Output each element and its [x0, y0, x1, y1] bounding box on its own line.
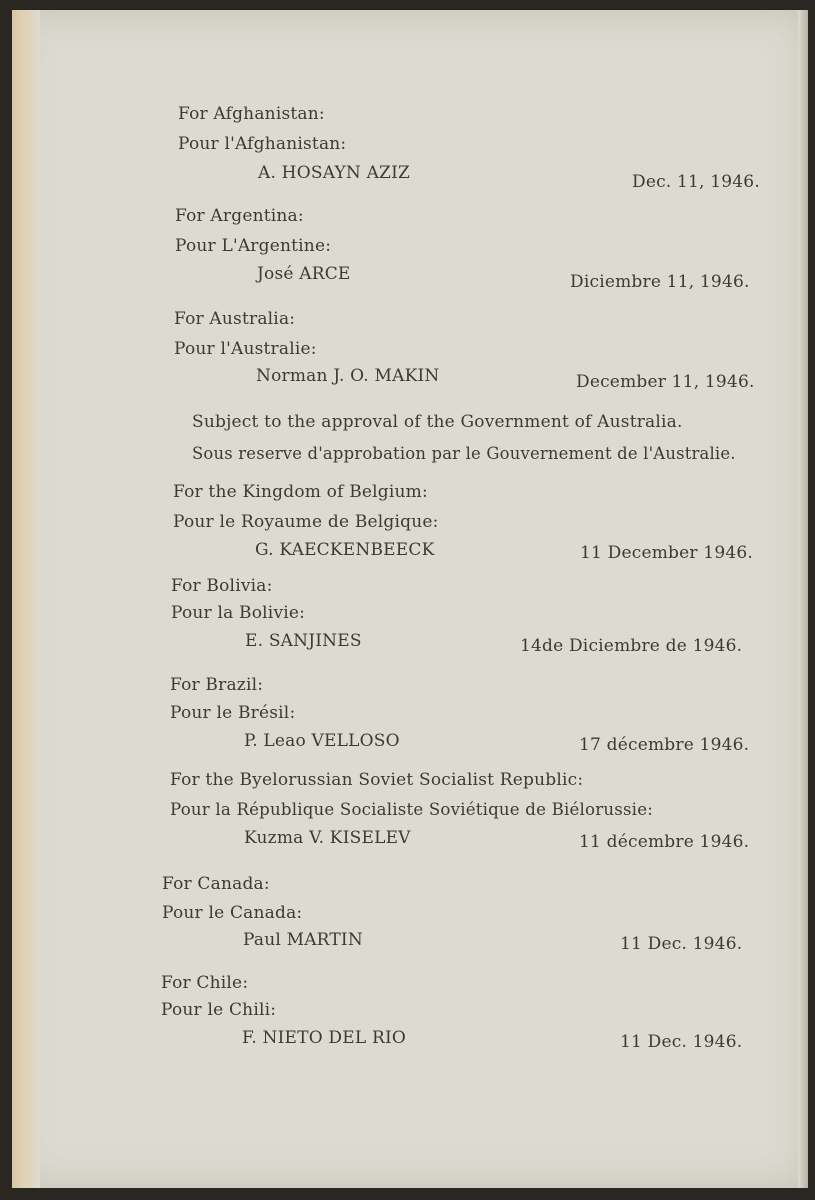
country-fr-bolivia: Pour la Bolivie: [171, 603, 306, 623]
country-fr-argentina: Pour L'Argentine: [175, 236, 332, 256]
document-page [12, 10, 808, 1188]
country-fr-afghanistan: Pour l'Afghanistan: [178, 134, 347, 154]
country-en-afghanistan: For Afghanistan: [178, 104, 325, 124]
signatory-byelorussia: Kuzma V. KISELEV [244, 828, 411, 848]
country-fr-australia: Pour l'Australie: [174, 339, 317, 359]
signatory-belgium: G. KAECKENBEECK [255, 540, 435, 560]
country-en-brazil: For Brazil: [170, 675, 264, 695]
date-australia: December 11, 1946. [576, 372, 755, 392]
signatory-afghanistan: A. HOSAYN AZIZ [258, 163, 410, 183]
date-brazil: 17 décembre 1946. [579, 735, 750, 755]
note-fr-australia: Sous reserve d'approbation par le Gouvernement de l'Australie. [192, 444, 736, 463]
date-belgium: 11 December 1946. [580, 543, 753, 563]
signatory-australia: Norman J. O. MAKIN [256, 366, 440, 386]
country-fr-canada: Pour le Canada: [162, 903, 303, 923]
date-chile: 11 Dec. 1946. [620, 1032, 743, 1052]
signatory-argentina: José ARCE [257, 264, 351, 284]
country-en-argentina: For Argentina: [175, 206, 304, 226]
date-argentina: Diciembre 11, 1946. [570, 272, 750, 292]
country-en-australia: For Australia: [174, 309, 296, 329]
country-fr-belgium: Pour le Royaume de Belgique: [173, 512, 439, 532]
signatory-brazil: P. Leao VELLOSO [244, 731, 400, 751]
country-en-chile: For Chile: [161, 973, 249, 993]
country-en-bolivia: For Bolivia: [171, 576, 273, 596]
note-en-australia: Subject to the approval of the Government of Australia. [192, 412, 683, 432]
country-en-belgium: For the Kingdom of Belgium: [173, 482, 428, 502]
date-afghanistan: Dec. 11, 1946. [632, 172, 760, 192]
country-fr-brazil: Pour le Brésil: [170, 703, 296, 723]
signatory-canada: Paul MARTIN [243, 930, 363, 950]
country-fr-chile: Pour le Chili: [161, 1000, 277, 1020]
date-canada: 11 Dec. 1946. [620, 934, 743, 954]
country-en-canada: For Canada: [162, 874, 270, 894]
signatory-bolivia: E. SANJINES [245, 631, 362, 651]
date-byelorussia: 11 décembre 1946. [579, 832, 750, 852]
country-fr-byelorussia: Pour la République Socialiste Soviétique de Biélorussie: [170, 800, 654, 819]
signatory-chile: F. NIETO DEL RIO [242, 1028, 407, 1048]
country-en-byelorussia: For the Byelorussian Soviet Socialist Republic: [170, 770, 584, 790]
date-bolivia: 14de Diciembre de 1946. [520, 636, 743, 656]
